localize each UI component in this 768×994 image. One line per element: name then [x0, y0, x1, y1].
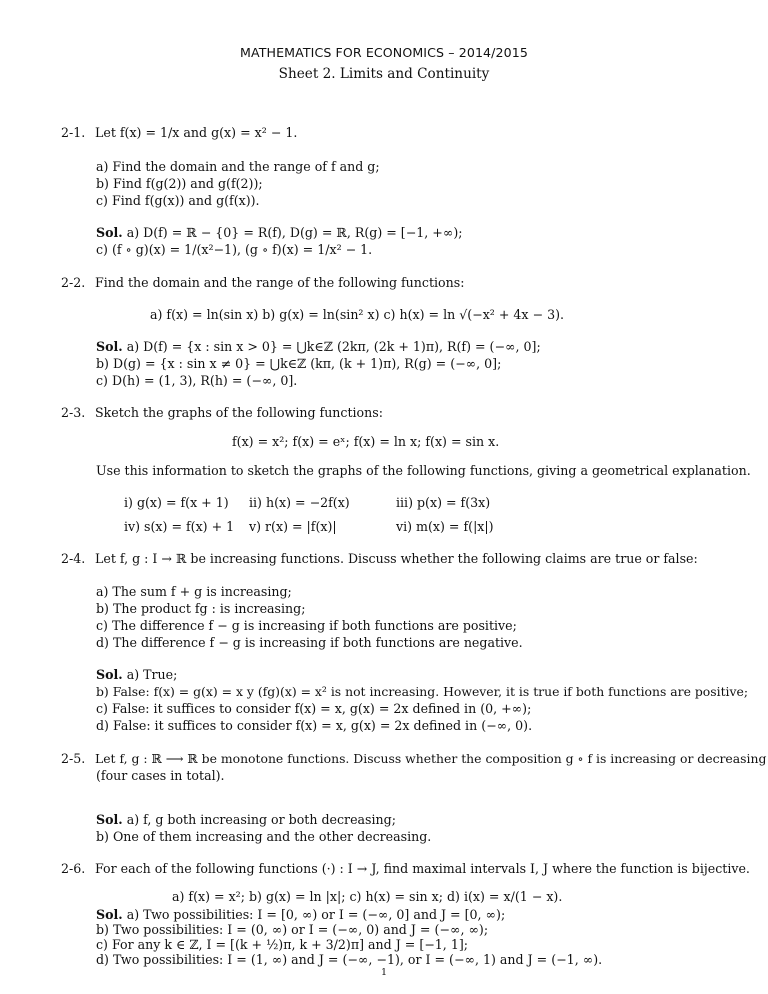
solution-line: d) False: it suffices to consider f(x) = x, g(x) = 2x defined in (−∞, 0). — [96, 718, 533, 733]
solution-label: Sol. — [96, 225, 123, 240]
problem-part: c) The difference f − g is increasing if both functions are positive; — [96, 618, 517, 633]
transform-item: vi) m(x) = f(|x|) — [396, 519, 494, 534]
solution-line — [96, 666, 177, 683]
problem-number: 2-2. — [61, 275, 86, 290]
problem-statement: For each of the following functions (·) : I → J, find maximal intervals I, J where the function is bijective. — [95, 861, 750, 876]
solution-label: Sol. — [96, 667, 123, 682]
solution-label: Sol. — [96, 339, 123, 354]
sheet-title: MATHEMATICS FOR ECONOMICS – 2014/2015 — [240, 45, 528, 60]
problem-part: b) Find f(g(2)) and g(f(2)); — [96, 176, 263, 191]
problem-statement: Find the domain and the range of the following functions: — [95, 275, 465, 290]
problem-part: c) Find f(g(x)) and g(f(x)). — [96, 193, 260, 208]
problem-number: 2-1. — [61, 125, 86, 140]
solution-label: Sol. — [96, 812, 123, 827]
function-list: f(x) = x²; f(x) = eˣ; f(x) = ln x; f(x) = sin x. — [232, 434, 500, 449]
transform-item: v) r(x) = |f(x)| — [249, 519, 337, 534]
solution-text: a) Two possibilities: I = [0, ∞) or I = (−∞, 0] and J = [0, ∞); — [126, 907, 506, 922]
problem-statement: Let f, g : I → ℝ be increasing functions. Discuss whether the following claims are true or false: — [95, 551, 698, 566]
problem-statement: Sketch the graphs of the following functions: — [95, 405, 383, 420]
solution-line: c) False: it suffices to consider f(x) = x, g(x) = 2x defined in (0, +∞); — [96, 701, 532, 716]
problem-part: a) The sum f + g is increasing; — [96, 584, 292, 599]
solution-text: a) True; — [126, 667, 178, 682]
problem-part: d) The difference f − g is increasing if both functions are negative. — [96, 635, 523, 650]
problem-part: b) The product fg : is increasing; — [96, 601, 306, 616]
page-number: 1 — [380, 967, 388, 978]
problem-number: 2-5. — [61, 751, 86, 766]
solution-text: a) D(f) = ℝ − {0} = R(f), D(g) = ℝ, R(g) = [−1, +∞); — [126, 225, 463, 240]
solution-line: b) D(g) = {x : sin x ≠ 0} = ⋃k∈ℤ (kπ, (k + 1)π), R(g) = (−∞, 0]; — [96, 356, 502, 371]
solution-text: a) D(f) = {x : sin x > 0} = ⋃k∈ℤ (2kπ, (2k + 1)π), R(f) = (−∞, 0]; — [126, 339, 541, 354]
solution-line: b) False: f(x) = g(x) = x y (fg)(x) = x² is not increasing. However, it is true if both functions are positive; — [96, 684, 749, 699]
solution-line: c) For any k ∈ ℤ, I = [(k + ½)π, k + 3/2)π] and J = [−1, 1]; — [96, 937, 468, 952]
solution-line: c) (f ∘ g)(x) = 1/(x²−1), (g ∘ f)(x) = 1/x² − 1. — [96, 242, 373, 257]
solution-label: Sol. — [96, 907, 123, 922]
solution-line — [96, 224, 462, 241]
transform-item: iv) s(x) = f(x) + 1 — [124, 519, 235, 534]
sheet-subtitle: Sheet 2. Limits and Continuity — [278, 66, 490, 82]
transform-item: i) g(x) = f(x + 1) — [124, 495, 229, 510]
solution-line: b) One of them increasing and the other decreasing. — [96, 829, 432, 844]
problem-statement: Let f, g : ℝ ⟶ ℝ be monotone functions. Discuss whether the composition g ∘ f is increasing or decreasing — [95, 751, 767, 766]
solution-line — [96, 811, 396, 828]
problem-statement: Use this information to sketch the graphs of the following functions, giving a geometrical explanation. — [96, 463, 751, 478]
problem-number: 2-4. — [61, 551, 86, 566]
problem-number: 2-3. — [61, 405, 86, 420]
solution-line: b) Two possibilities: I = (0, ∞) or I = (−∞, 0) and J = (−∞, ∞); — [96, 922, 489, 937]
problem-number: 2-6. — [61, 861, 86, 876]
problem-part: a) Find the domain and the range of f and g; — [96, 159, 380, 174]
solution-text: a) f, g both increasing or both decreasing; — [126, 812, 396, 827]
function-list: a) f(x) = x²; b) g(x) = ln |x|; c) h(x) = sin x; d) i(x) = x/(1 − x). — [172, 889, 563, 904]
transform-item: iii) p(x) = f(3x) — [396, 495, 491, 510]
problem-statement: Let f(x) = 1/x and g(x) = x² − 1. — [95, 125, 298, 140]
function-list: a) f(x) = ln(sin x) b) g(x) = ln(sin² x) c) h(x) = ln √(−x² + 4x − 3). — [150, 307, 565, 322]
problem-statement: (four cases in total). — [96, 768, 225, 783]
solution-line: d) Two possibilities: I = (1, ∞) and J = (−∞, −1), or I = (−∞, 1) and J = (−1, ∞). — [96, 952, 603, 967]
solution-line — [96, 338, 541, 355]
solution-line: c) D(h) = (1, 3), R(h) = (−∞, 0]. — [96, 373, 298, 388]
transform-item: ii) h(x) = −2f(x) — [249, 495, 350, 510]
